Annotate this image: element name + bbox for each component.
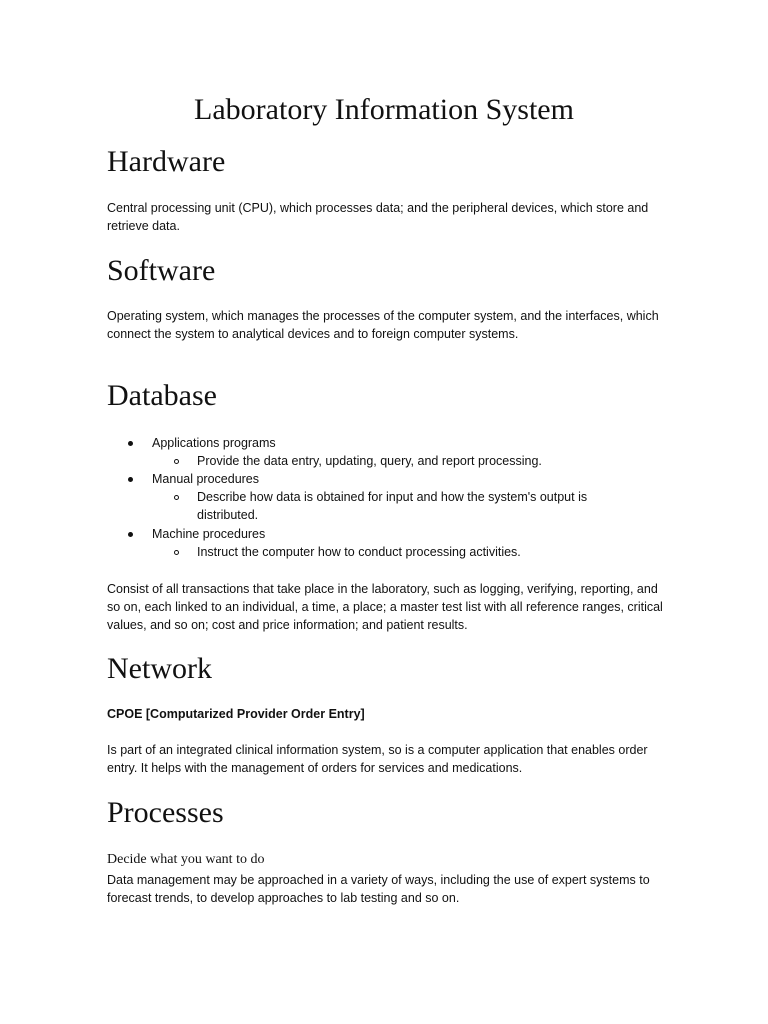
network-paragraph: Is part of an integrated clinical information system, so is a computer application that enables order entry. It helps with the management of orders for services and medications. — [107, 743, 648, 775]
circle-bullet-icon — [174, 459, 179, 464]
circle-bullet-icon — [174, 495, 179, 500]
cpoe-subheading: CPOE [Computarized Provider Order Entry] — [107, 707, 365, 721]
sub-list-item: Instruct the computer how to conduct processing activities. — [197, 545, 521, 559]
list-item: Manual procedures — [152, 472, 260, 486]
processes-heading: Processes — [107, 796, 224, 829]
processes-paragraph: Data management may be approached in a variety of ways, including the use of expert systems to forecast trends, to develop approaches to lab testing and so on. — [107, 873, 650, 905]
processes-subheading: Decide what you want to do — [107, 852, 265, 867]
document-title: Laboratory Information System — [194, 93, 574, 126]
software-paragraph: Operating system, which manages the processes of the computer system, and the interfaces, which connect the system to analytical devices and to foreign computer systems. — [107, 309, 659, 341]
hardware-paragraph: Central processing unit (CPU), which processes data; and the peripheral devices, which store and retrieve data. — [107, 201, 649, 233]
circle-bullet-icon — [174, 550, 179, 555]
database-heading: Database — [107, 379, 217, 412]
list-item: Machine procedures — [152, 527, 266, 541]
hardware-heading: Hardware — [107, 145, 226, 178]
list-item: Applications programs — [152, 436, 276, 450]
bullet-icon — [128, 441, 133, 446]
sub-list-item: Describe how data is obtained for input and how the system's output is distributed. — [197, 490, 588, 522]
network-heading: Network — [107, 652, 212, 685]
bullet-icon — [128, 532, 133, 537]
software-heading: Software — [107, 254, 216, 287]
database-paragraph: Consist of all transactions that take place in the laboratory, such as logging, verifying, reporting, and so on, each linked to an individual, a time, a place; a master test list with all reference ranges, critical values, and so on; cost and price information; and patient results. — [107, 582, 663, 632]
sub-list-item: Provide the data entry, updating, query, and report processing. — [197, 454, 542, 468]
bullet-icon — [128, 477, 133, 482]
